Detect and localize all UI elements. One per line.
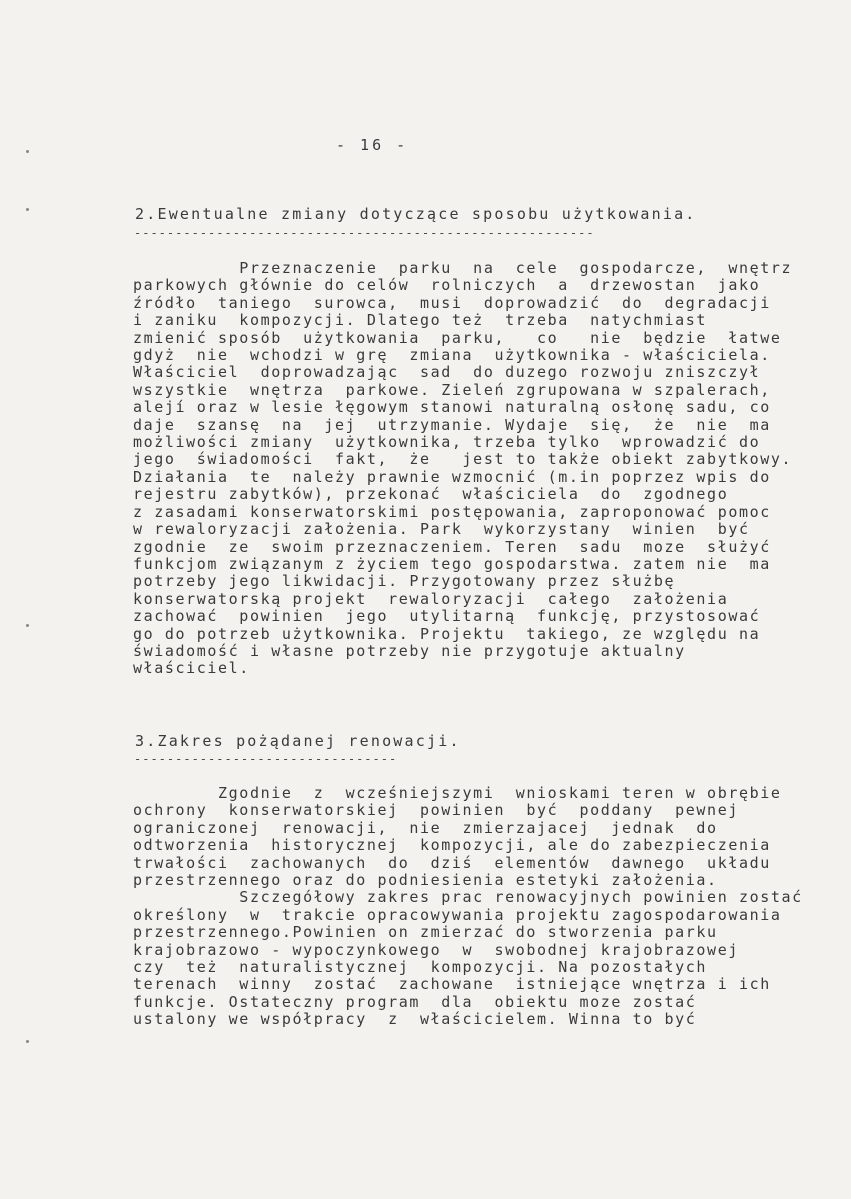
section-2-underline: --------------------------------------------------------	[134, 226, 595, 240]
text-line: czy też naturalistycznej kompozycji. Na pozostałych	[133, 958, 708, 977]
text-line: wszystkie wnętrza parkowe. Zieleń zgrupowana w szpalerach,	[133, 380, 771, 399]
section-2-body	[133, 259, 793, 678]
text-line: źródło taniego surowca, musi doprowadzić do degradacji	[133, 293, 771, 312]
text-line: przestrzennego.Powinien on zmierzać do stworzenia parku	[133, 923, 718, 942]
text-line: funkcjom związanym z życiem tego gospodarstwa. zatem nie ma	[133, 554, 771, 573]
text-line: określony w trakcie opracowywania projektu zagospodarowania	[133, 905, 782, 924]
section-3-body	[133, 784, 803, 1029]
text-line: ograniczonej renowacji, nie zmierzajacej jednak do	[133, 818, 718, 837]
text-line: potrzeby jego likwidacji. Przygotowany przez służbę	[133, 572, 676, 591]
section-2-heading: 2.Ewentualne zmiany dotyczące sposobu użytkowania.	[135, 205, 697, 223]
text-line: daje szansę na jej utrzymanie. Wydaje się, że nie ma	[133, 415, 771, 434]
text-line: terenach winny zostać zachowane istniejące wnętrza i ich	[133, 975, 771, 994]
text-line: parkowych głównie do celów rolniczych a drzewostan jako	[133, 276, 761, 295]
scan-mark	[26, 208, 29, 211]
scan-mark	[26, 1040, 29, 1043]
scan-mark	[26, 624, 29, 627]
text-line: go do potrzeb użytkownika. Projektu takiego, ze względu na	[133, 624, 761, 643]
scan-mark	[26, 150, 29, 153]
text-line: przestrzennego oraz do podniesienia estetyki założenia.	[133, 871, 718, 890]
text-line: zgodnie ze swoim przeznaczeniem. Teren sadu moze służyć	[133, 537, 771, 556]
section-3-heading: 3.Zakres pożądanej renowacji.	[135, 732, 461, 750]
text-line: krajobrazowo - wypoczynkowego w swobodnej krajobrazowej	[133, 940, 739, 959]
text-line: trwałości zachowanych do dziś elementów dawnego układu	[133, 853, 771, 872]
text-line: ustalony we współpracy z właścicielem. Winna to być	[133, 1010, 697, 1029]
page-number: - 16 -	[336, 136, 409, 154]
text-line: właściciel.	[133, 659, 250, 678]
text-line: rejestru zabytków), przekonać właściciela do zgodnego	[133, 485, 729, 504]
text-line: Szczegółowy zakres prac renowacyjnych powinien zostać	[133, 888, 803, 907]
text-line: ochrony konserwatorskiej powinien być poddany pewnej	[133, 801, 739, 820]
text-line: Zgodnie z wcześniejszymi wnioskami teren w obrębie	[133, 784, 782, 802]
text-line: odtworzenia historycznej kompozycji, ale do zabezpieczenia	[133, 836, 771, 855]
text-line: zachować powinien jego utylitarną funkcję, przystosować	[133, 607, 761, 626]
text-line: z zasadami konserwatorskimi postępowania, zaproponować pomoc	[133, 502, 771, 521]
text-line: jego świadomości fakt, że jest to także obiekt zabytkowy.	[133, 450, 793, 469]
text-line: gdyż nie wchodzi w grę zmiana użytkownika - właściciela.	[133, 346, 771, 365]
text-line: możliwości zmiany użytkownika, trzeba tylko wprowadzić do	[133, 433, 761, 452]
text-line: konserwatorską projekt rewaloryzacji całego założenia	[133, 589, 729, 608]
text-line: świadomość i własne potrzeby nie przygotuje aktualny	[133, 641, 686, 660]
text-line: i zaniku kompozycji. Dlatego też trzeba natychmiast	[133, 311, 708, 330]
text-line: zmienić sposób użytkowania parku, co nie będzie łatwe	[133, 328, 782, 347]
text-line: alejí oraz w lesie łęgowym stanowi naturalną osłonę sadu, co	[133, 398, 771, 417]
text-line: Przeznaczenie parku na cele gospodarcze, wnętrz	[133, 259, 793, 277]
text-line: w rewaloryzacji założenia. Park wykorzystany winien być	[133, 520, 750, 539]
text-line: funkcje. Ostateczny program dla obiektu moze zostać	[133, 992, 697, 1011]
section-3-underline: --------------------------------	[134, 752, 398, 766]
text-line: Właściciel doprowadzając sad do duzego rozwoju zniszczył	[133, 363, 761, 382]
text-line: Działania te należy prawnie wzmocnić (m.in poprzez wpis do	[133, 467, 771, 486]
